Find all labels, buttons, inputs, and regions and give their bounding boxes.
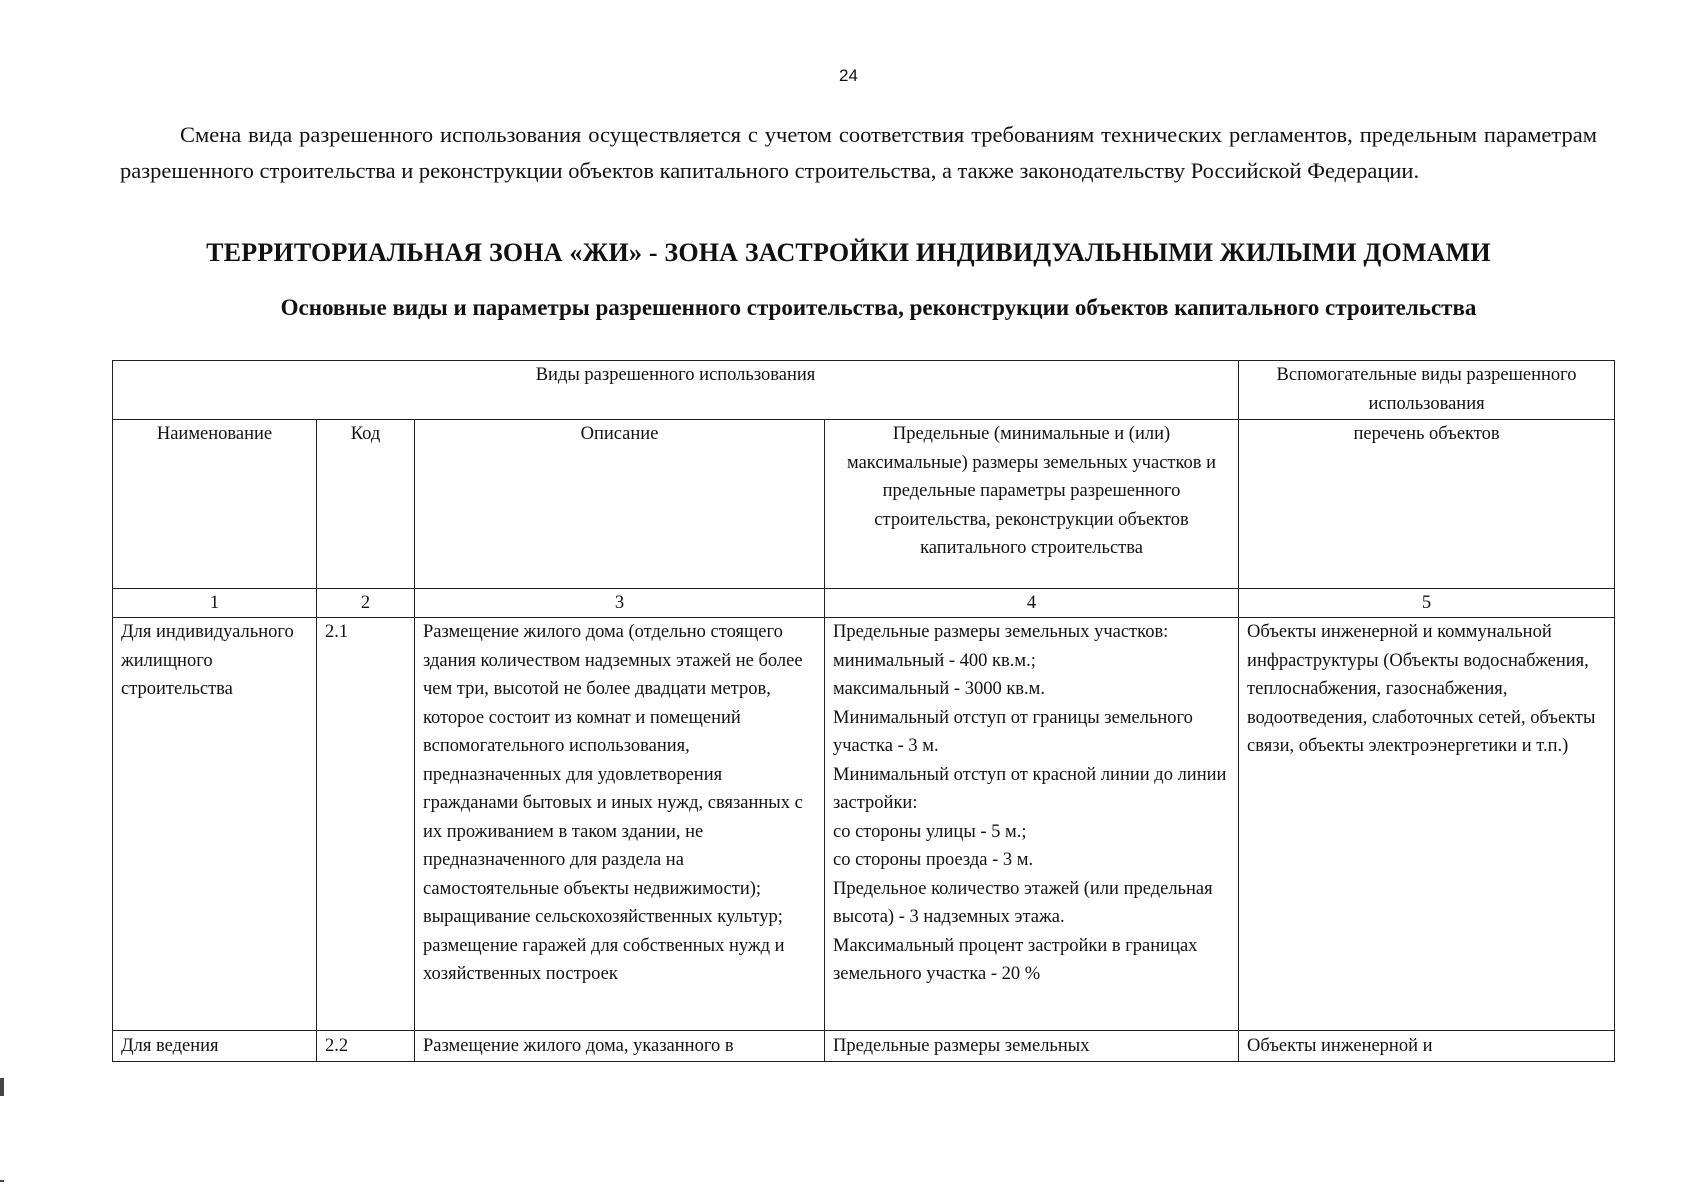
table-column-header-row <box>113 420 1615 589</box>
scan-margin-mark <box>0 1180 4 1182</box>
column-header-objects: перечень объектов <box>1239 420 1615 589</box>
parameter-line: максимальный - 3000 кв.м. <box>833 679 1046 699</box>
scan-margin-mark <box>0 1078 4 1096</box>
parameter-line: со стороны улицы - 5 м.; <box>833 821 1027 842</box>
parameter-line: Предельные размеры земельных участков: <box>833 622 1169 642</box>
column-number: 1 <box>113 589 317 618</box>
column-header-parameters: Предельные (минимальные и (или) максимальные) размеры земельных участков и предельные параметры разрешенного строительства, реконструкции объектов капитального строительства <box>825 420 1239 589</box>
column-number: 4 <box>825 589 1239 618</box>
page-number: 24 <box>839 66 858 85</box>
group-header-main: Виды разрешенного использования <box>113 361 1239 420</box>
table-column-number-row <box>113 589 1615 618</box>
parameter-line: со стороны проезда - 3 м. <box>833 850 1034 870</box>
row-code-cell: 2.1 <box>317 618 415 1031</box>
row-auxiliary-cell: Объекты инженерной и <box>1239 1031 1615 1062</box>
table-group-header-row <box>113 361 1615 420</box>
parameter-line: Минимальный отступ от красной линии до линии застройки: <box>833 764 1227 813</box>
row-code-cell: 2.2 <box>317 1031 415 1062</box>
table-row <box>113 618 1615 1031</box>
row-name-cell: Для индивидуального жилищного строительства <box>113 618 317 1031</box>
column-number: 3 <box>415 589 825 618</box>
row-description-cell: Размещение жилого дома, указанного в <box>415 1031 825 1062</box>
row-parameters-cell <box>825 618 1239 1031</box>
column-number: 2 <box>317 589 415 618</box>
column-number: 5 <box>1239 589 1615 618</box>
column-header-description: Описание <box>415 420 825 589</box>
intro-paragraph: Смена вида разрешенного использования осуществляется с учетом соответствия требованиям технических регламентов, предельным параметрам разрешенного строительства и реконструкции объектов капитального строительства, а также законодательству Российской Федерации. <box>120 122 1597 183</box>
column-header-code: Код <box>317 420 415 589</box>
section-title: Основные виды и параметры разрешенного строительства, реконструкции объектов капитального строительства <box>280 295 1477 320</box>
row-parameters-cell <box>825 1031 1239 1062</box>
group-header-auxiliary: Вспомогательные виды разрешенного использования <box>1239 361 1615 420</box>
row-description-cell: Размещение жилого дома (отдельно стоящего здания количеством надземных этажей не более чем три, высотой не более двадцати метров, которое состоит из комнат и помещений вспомогательного использования, предназначенных для удовлетворения гражданами бытовых и иных нужд, связанных с их проживанием в таком здании, не предназначенного для раздела на самостоятельные объекты недвижимости); выращивание сельскохозяйственных культур; размещение гаражей для собственных нужд и хозяйственных построек <box>415 618 825 1031</box>
zone-title: ТЕРРИТОРИАЛЬНАЯ ЗОНА «ЖИ» - ЗОНА ЗАСТРОЙКИ ИНДИВИДУАЛЬНЫМИ ЖИЛЫМИ ДОМАМИ <box>206 238 1491 267</box>
parameter-line: Минимальный отступ от границы земельного участка - 3 м. <box>833 707 1193 756</box>
row-auxiliary-cell: Объекты инженерной и коммунальной инфраструктуры (Объекты водоснабжения, теплоснабжения, газоснабжения, водоотведения, слаботочных сетей, объекты связи, объекты электроэнергетики и т.п.) <box>1239 618 1615 1031</box>
parameter-line: Предельное количество этажей (или предельная высота) - 3 надземных этажа. <box>833 878 1213 927</box>
parameter-line: Максимальный процент застройки в границах земельного участка - 20 % <box>833 935 1198 984</box>
table-row <box>113 1031 1615 1062</box>
land-use-table <box>112 360 1615 1062</box>
parameter-line: минимальный - 400 кв.м.; <box>833 650 1036 671</box>
row-name-cell: Для ведения <box>113 1031 317 1062</box>
column-header-name: Наименование <box>113 420 317 589</box>
parameter-line: Предельные размеры земельных <box>833 1036 1090 1056</box>
